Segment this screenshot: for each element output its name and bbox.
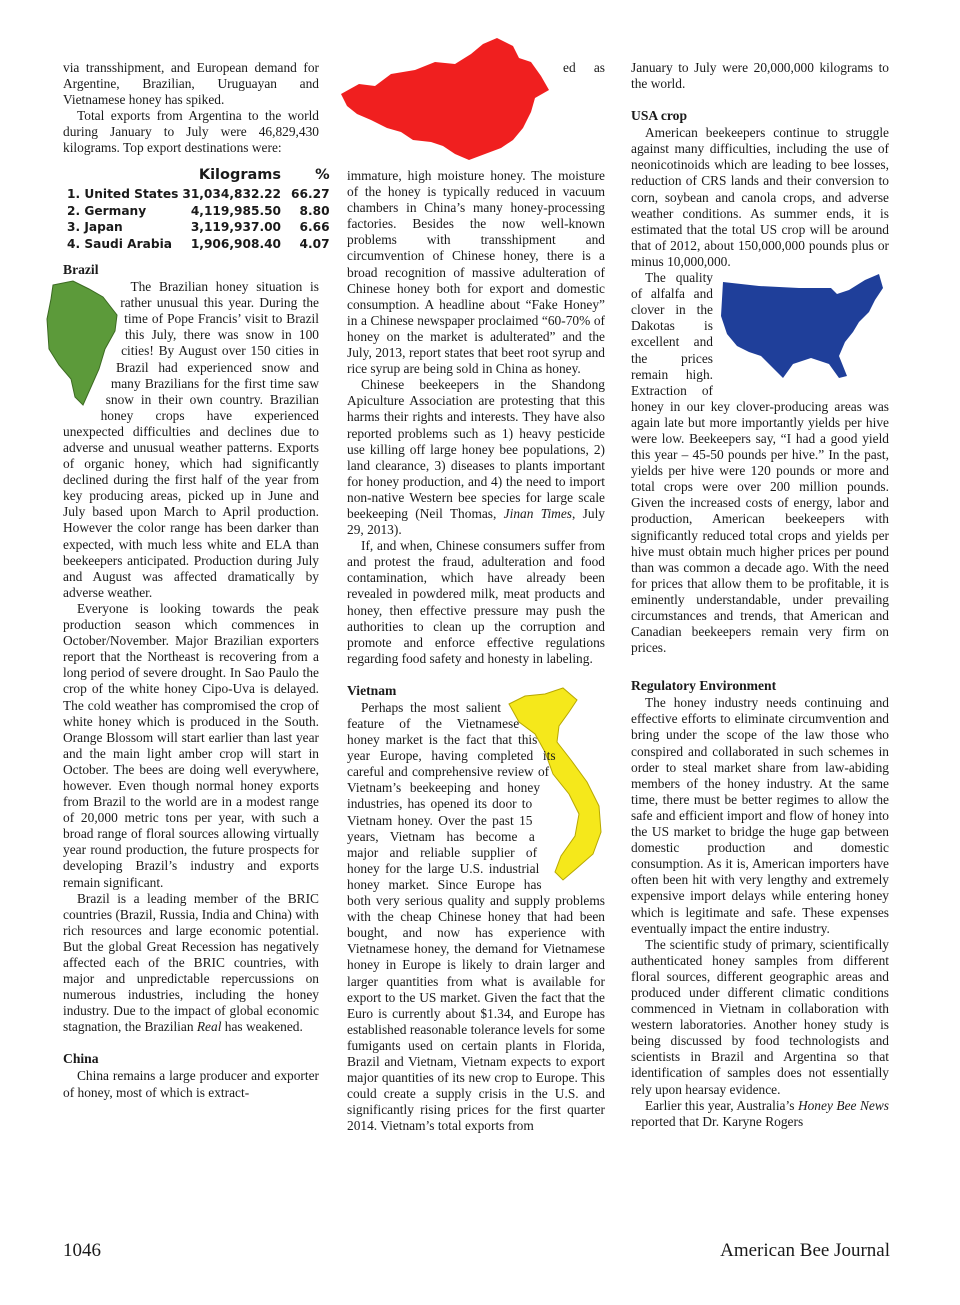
percent-cell: 66.27 [291, 187, 330, 202]
country-cell: 1. United States [67, 187, 179, 202]
kilograms-cell: 3,119,937.00 [190, 220, 282, 235]
china-paragraph-continued: ed as immature, high moisture honey. The moisture of the honey is typically reduced in vacuum chambers in China’s many honey-processing factories. Besides the now well-known problems with transshipment and circumvention of Chinese honey, there is a broad recognition of massive adulteration of Chinese honey both for export and domestic consumption. A headline about “Fake Honey” in a Chinese newspaper proclaimed “60-70% of honey on the market is adulterated” and the July, 2013, report states that beet root syrup and rice syrup are being sold in China as honey. [347, 60, 605, 377]
intro-paragraph: via transshipment, and European demand for Argentine, Brazilian, Uruguayan and Vietnamese honey has spiked. [63, 60, 319, 108]
kilograms-cell: 4,119,985.50 [190, 203, 282, 218]
china-paragraph-1: China remains a large producer and exporter of honey, most of which is extract- [63, 1068, 319, 1100]
china-paragraph-3: If, and when, Chinese consumers suffer from and protest the fraud, adulteration and food contamination, which have already been revealed in powdered milk, meat products and honey, then effective pressure may push the authorities to clean up the corruption and promote and enforce effective regulations regarding food safety and honesty in labeling. [347, 538, 605, 666]
brazil-paragraph-2: Everyone is looking towards the peak production season which commences in October/November. Major Brazilian exporters report that the Northeast is recovering from a long period of severe drought. In Sao Paulo the crop of the white honey Cipo-Uva is delayed. The cold weather has compromised the crop of white honey which is produced in the South. Orange Blossom will start earlier than last year and the main light amber crop will start in October. The bees are doing well everywhere, however. Even though normal honey exports from Brazil to the world are in a modest range of 20,000 metric tons per year, with such a broad range of floral sources allowing virtually year round production, the future prospects for developing Brazil’s industry and exports remain significant. [63, 600, 319, 890]
brazil-heading: Brazil [63, 262, 99, 278]
table-header-row [65, 167, 332, 187]
usa-paragraph-1: American beekeepers continue to struggle against many difficulties, including the use of neonicotinoids which are leading to bee losses, reduction of CRS lands and their conversion to corn, soybean and canola crops, and adverse weather conditions. As summer ends, it is estimated that the total US crop will be around that of 2012, about 150,000,000 pounds plus or minus 10,000,000. [631, 125, 889, 269]
page-number: 1046 [63, 1240, 101, 1261]
kilograms-cell: 31,034,832.22 [182, 187, 282, 202]
china-heading: China [63, 1051, 99, 1067]
brazil-paragraph-3: Brazil is a leading member of the BRIC countries (Brazil, Russia, India and China) with rich resources and large economic potential. But the global Great Recession has negatively affected each of the BRIC countries, with major and unpredictable repercussions on numerous industries, including the honey industry. Due to the impact of global economic stagnation, the Brazilian Real has weakened. [63, 890, 319, 1035]
usa-map-icon [719, 272, 891, 386]
brazil-map-icon [45, 279, 121, 409]
country-cell: 3. Japan [67, 220, 123, 235]
table-row [65, 186, 332, 203]
table-row [65, 203, 332, 220]
column-3 [631, 60, 889, 1130]
regulatory-paragraph-3: Earlier this year, Australia’s Honey Bee News reported that Dr. Karyne Rogers [631, 1097, 889, 1129]
country-cell: 2. Germany [67, 203, 147, 218]
regulatory-paragraph-1: The honey industry needs continuing and effective efforts to eliminate circumvention and bring under the scope of the law those who conspired and collaborated in such schemes in order to steal market share from law-abiding members of the honey industry. At the same time, there must be better regimes to allow the safe and efficient import and flow of honey into the US market to bridge the huge gap between domestic production and domestic consumption. As it is, American importers have often been hit with very lengthy and extremely expensive import delays while entering honey which is legitimate and safe. These expenses eventually impact the entire industry. [631, 695, 889, 936]
kilograms-cell: 1,906,908.40 [190, 236, 282, 251]
china-map-icon [335, 36, 557, 168]
country-cell: 4. Saudi Arabia [67, 236, 172, 251]
usa-paragraph-2: The quality of alfalfa and clover in the Dakotas is excellent and the prices remain high. Extraction of honey in our key clover-producing areas was again late but more importantly yields per hive were low. Beekeepers say, “I had a good yield this year – 45-50 pounds per hive.” In the past, yields per hive were 120 pounds or more and total crops were over 200 million pounds. Given the increased costs of energy, labor and production, American beekeepers with significantly reduced total crops and yields per hive must obtain much higher prices per pound than was common a decade ago. With the need for prices that allow them to be profitable, it is eminently understandable, under prevailing circumstances and trends, that American and Canadian beekeepers remain very firm on prices. [631, 270, 889, 656]
percent-cell: 8.80 [299, 203, 330, 218]
percent-cell: 6.66 [299, 220, 330, 235]
export-destinations-table [65, 167, 332, 253]
usa-crop-heading: USA crop [631, 108, 688, 124]
percent-header: % [315, 166, 330, 183]
vietnam-paragraph-1: Perhaps the most salient feature of the Vietnamese honey market is the fact that this year Europe, having completed its careful and comprehensive review of Vietnam’s beekeeping and honey industries, has opened its door to Vietnam honey. Over the past 15 years, Vietnam has become a major and reliable supplier of honey for the large U.S. industrial honey market. Since Europe has both very serious quality and supply problems with the cheap Chinese honey that had been bought, and now has experience with Vietnamese honey, the demand for Vietnamese honey in Europe is likely to drain larger and larger quantities from what is available for export to the US market. Given the fact that the Euro is currently about $1.34, and Europe has established reasonable tolerance levels for some fumigants used on certain plants in Florida, Brazil and Vietnam, Vietnam expects to export major quantities of its new crop to Europe. This could create a supply crisis in the U.S. and significantly rising prices for the first quarter 2014. Vietnam’s total exports from [347, 699, 605, 1134]
table-row [65, 236, 332, 253]
journal-name: American Bee Journal [720, 1240, 890, 1261]
kilograms-header: Kilograms [198, 166, 282, 183]
china-paragraph-2: Chinese beekeepers in the Shandong Apiculture Association are protesting that this harms their rights and interests. They have also reported problems such as 1) heavy pesticide use killing off large honey bee populations, 2) land clearance, 3) diseases to plants important for honey production, and 4) the need to import non-native Western bee species for large scale beekeeping (Neil Thomas, Jinan Times, July 29, 2013). [347, 377, 605, 538]
brazil-paragraph-1: The Brazilian honey situation is rather unusual this year. During the time of Pope Francis’ visit to Brazil this July, there was snow in 100 cities! By August over 150 cities in Brazil had experienced snow and many Brazilians for the first time saw snow in their own country. Brazilian honey crops have experienced unexpected difficulties and declines due to adverse and unusual weather patterns. Exports of organic honey, which had significantly declined during the first half of the year from key producing areas, picked up in June and July based upon March to April production. However the color range has been darker than expected, with much less white and ELA than beekeepers anticipated. Production during July and August was affected dramatically by adverse weather. [63, 279, 319, 600]
vietnam-heading: Vietnam [347, 682, 397, 698]
regulatory-heading: Regulatory Environment [631, 678, 777, 694]
column-2 [347, 60, 605, 1134]
table-row [65, 219, 332, 236]
vietnam-paragraph-continued: January to July were 20,000,000 kilograms to the world. [631, 60, 889, 92]
column-1 [63, 60, 330, 1101]
regulatory-paragraph-2: The scientific study of primary, scientifically authenticated honey samples from different floral sources, different geographic areas and produced under different climatic conditions commenced in Vietnam in collaboration with western laboratories. Another honey study is being discussed by food technologists and scientists in Brazil and Argentina so that identification of samples does not essentially rely upon hearsay evidence. [631, 936, 889, 1097]
argentina-exports-paragraph: Total exports from Argentina to the world during January to July were 46,829,430 kilograms. Top export destinations were: [63, 108, 319, 156]
percent-cell: 4.07 [299, 236, 330, 251]
